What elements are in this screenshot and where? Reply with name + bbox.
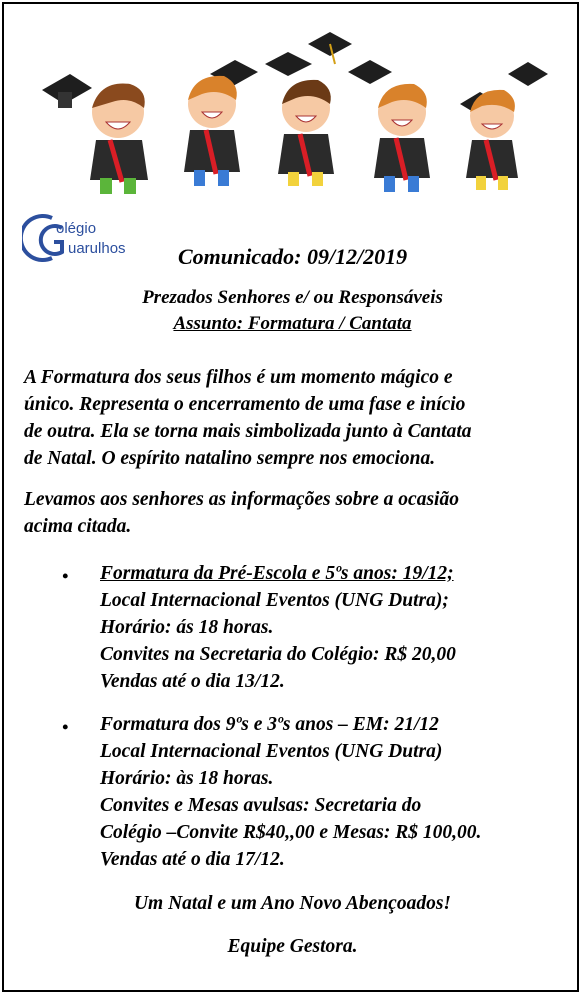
subject: Assunto: Formatura / Cantata [173,313,412,334]
colegio-guarulhos-logo [22,208,150,270]
flying-cap-icon [42,74,92,108]
event-time: Horário: ás 18 horas. [100,617,274,638]
graduate-kid-2 [184,76,240,186]
paragraph-line: Levamos aos senhores as informações sobre a ocasião [24,489,459,510]
paragraph-line: A Formatura dos seus filhos é um momento mágico e [24,367,453,388]
bullet-icon: • [62,717,69,737]
event-sales: Vendas até o dia 13/12. [100,671,285,692]
page-title: Comunicado: 09/12/2019 [178,244,408,269]
graduate-kid-1 [90,84,148,195]
graduate-kid-5 [466,90,518,190]
bullet-icon: • [62,566,69,586]
event-time: Horário: às 18 horas. [100,768,274,789]
flying-cap-icon [508,62,548,86]
graduates-illustration [30,12,555,202]
paragraph-intro [24,364,544,472]
flying-cap-icon [308,32,352,64]
paragraph-info [24,486,544,540]
event-location: Local Internacional Eventos (UNG Dutra) [100,741,443,762]
paragraph-line: de Natal. O espírito natalino sempre nos emociona. [24,448,436,469]
event-title: Formatura da Pré-Escola e 5ºs anos: 19/12; [100,563,454,584]
paragraph-line: de outra. Ela se torna mais simbolizada junto à Cantata [24,421,472,442]
event-location: Local Internacional Eventos (UNG Dutra); [100,590,449,611]
paragraph-line: único. Representa o encerramento de uma fase e início [24,394,466,415]
event-tickets: Colégio –Convite R$40,,00 e Mesas: R$ 100,00. [100,822,482,843]
closing-greeting: Um Natal e um Ano Novo Abençoados! [133,893,452,914]
graduate-kid-4 [374,84,430,192]
logo-text-line1: olégio [56,220,97,237]
flying-cap-icon [348,60,392,84]
logo-cg-mark-icon [22,210,82,266]
event-list-item-1 [100,560,570,695]
greeting: Prezados Senhores e/ ou Responsáveis [142,287,443,308]
event-tickets: Convites e Mesas avulsas: Secretaria do [100,795,422,816]
graduate-kid-3 [278,80,334,186]
event-list-item-2 [100,711,570,873]
signature: Equipe Gestora. [227,936,358,957]
event-sales: Vendas até o dia 17/12. [100,849,285,870]
paragraph-line: acima citada. [24,516,132,537]
logo-text-line2: uarulhos [68,240,126,257]
event-title: Formatura dos 9ºs e 3ºs anos – EM: 21/12 [100,714,439,735]
flying-cap-icon [265,52,312,76]
event-tickets: Convites na Secretaria do Colégio: R$ 20,00 [100,644,456,665]
subject-line [0,313,585,335]
